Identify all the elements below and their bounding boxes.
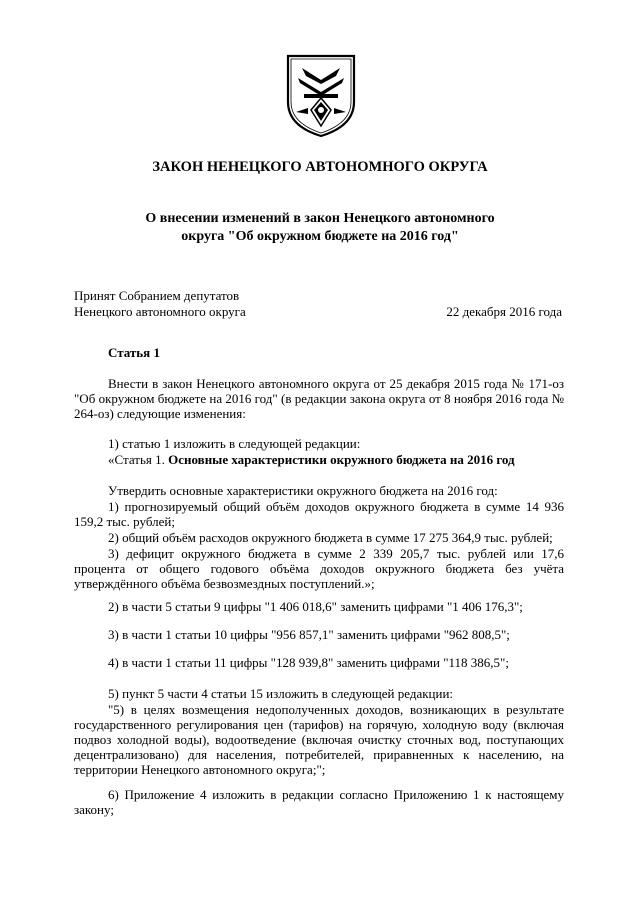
item-5-quote: "5) в целях возмещения недополученных доходов, возникающих в результате государственного регулирования цен (тарифов) на горячую, холодную воду (включая подвоз холодной воды), водоотведение (включая очистку сточных вод, поступающих децентрализовано) для населения, потребителей, приравненных к населению, на территории Ненецкого автономного округа;"; <box>74 702 564 777</box>
approve-line: Утвердить основные характеристики окружного бюджета на 2016 год: <box>108 483 498 498</box>
item-1-quote <box>108 452 515 467</box>
item-1-quote-prefix: «Статья 1. <box>108 452 165 467</box>
article-intro: Внести в закон Ненецкого автономного округа от 25 декабря 2015 года № 171-оз "Об окружном бюджете на 2016 год" (в редакции закона округа от 8 ноября 2016 года № 264-оз) следующие изменения: <box>74 376 564 421</box>
item-1-quote-heading: Основные характеристики окружного бюджета на 2016 год <box>168 452 515 467</box>
law-subtitle-line-1: О внесении изменений в закон Ненецкого автономного <box>145 211 495 226</box>
adopted-by-line-1: Принят Собранием депутатов <box>74 288 240 303</box>
item-5-line: 5) пункт 5 части 4 статьи 15 изложить в следующей редакции: <box>108 686 454 701</box>
item-6: 6) Приложение 4 изложить в редакции согласно Приложению 1 к настоящему закону; <box>74 787 564 817</box>
item-1-line: 1) статью 1 изложить в следующей редакции: <box>108 436 361 451</box>
adoption-date: 22 декабря 2016 года <box>446 304 562 319</box>
adopted-by-line-2: Ненецкого автономного округа <box>74 304 246 319</box>
subitem-1: 1) прогнозируемый общий объём доходов окружного бюджета в сумме 14 936 159,2 тыс. рублей; <box>74 499 564 529</box>
item-2: 2) в части 5 статьи 9 цифры "1 406 018,6" заменить цифрами "1 406 176,3"; <box>108 599 523 614</box>
law-subtitle-line-2: округа "Об окружном бюджете на 2016 год" <box>181 229 459 244</box>
item-4: 4) в части 1 статьи 11 цифры "128 939,8" заменить цифрами "118 386,5"; <box>108 655 509 670</box>
law-title: ЗАКОН НЕНЕЦКОГО АВТОНОМНОГО ОКРУГА <box>152 159 488 175</box>
subitem-2: 2) общий объём расходов окружного бюджета в сумме 17 275 364,9 тыс. рублей; <box>108 530 553 545</box>
article-heading: Статья 1 <box>108 345 160 360</box>
law-subtitle <box>70 210 570 246</box>
item-3: 3) в части 1 статьи 10 цифры "956 857,1" заменить цифрами "962 808,5"; <box>108 627 510 642</box>
subitem-3: 3) дефицит окружного бюджета в сумме 2 339 205,7 тыс. рублей или 17,6 процента от общего годового объёма доходов окружного бюджета без учёта утверждённого объёма безвозмездных поступлений.»; <box>74 546 564 591</box>
coat-of-arms-emblem-icon <box>284 52 358 138</box>
